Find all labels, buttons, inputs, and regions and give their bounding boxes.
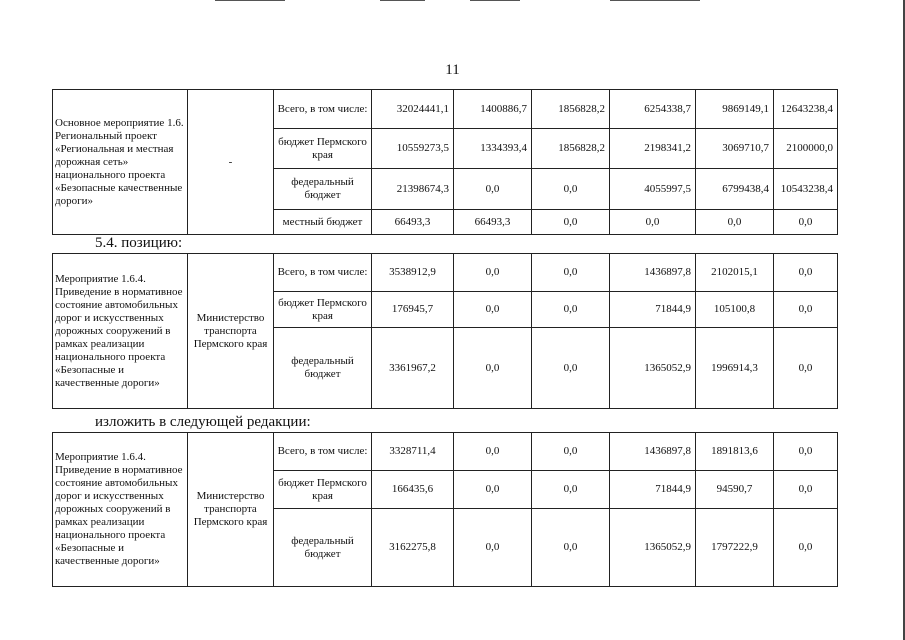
value-cell: 2102015,1 [696, 254, 774, 292]
value-cell: 0,0 [454, 328, 532, 409]
value-cell: 4055997,5 [610, 169, 696, 210]
page-number: 11 [445, 62, 460, 78]
funding-source: федеральный бюджет [274, 169, 372, 210]
value-cell: 0,0 [532, 292, 610, 328]
funding-source: бюджет Пермского края [274, 129, 372, 169]
funding-source: местный бюджет [274, 210, 372, 235]
responsible-executor: Министерство транспорта Пермского края [188, 254, 274, 409]
value-cell: 0,0 [454, 254, 532, 292]
value-cell: 3361967,2 [372, 328, 454, 409]
value-cell: 0,0 [454, 433, 532, 471]
value-cell: 2100000,0 [774, 129, 838, 169]
value-cell: 1436897,8 [610, 433, 696, 471]
value-cell: 1856828,2 [532, 129, 610, 169]
funding-source: федеральный бюджет [274, 509, 372, 587]
value-cell: 10559273,5 [372, 129, 454, 169]
top-edge-mark [470, 0, 520, 1]
funding-source: Всего, в том числе: [274, 90, 372, 129]
funding-source: Всего, в том числе: [274, 254, 372, 292]
value-cell: 1365052,9 [610, 509, 696, 587]
value-cell: 1797222,9 [696, 509, 774, 587]
value-cell: 66493,3 [372, 210, 454, 235]
value-cell: 2198341,2 [610, 129, 696, 169]
value-cell: 32024441,1 [372, 90, 454, 129]
value-cell: 9869149,1 [696, 90, 774, 129]
activity-name: Мероприятие 1.6.4. Приведение в нормативное состояние автомобильных дорог и искусственных дорожных сооружений в рамках реализации национального проекта «Безопасные и качественные дороги» [53, 433, 188, 587]
activity-name: Основное мероприятие 1.6. Региональный проект «Региональная и местная дорожная сеть» национального проекта «Безопасные качественные дороги» [53, 90, 188, 235]
value-cell: 10543238,4 [774, 169, 838, 210]
responsible-executor: Министерство транспорта Пермского края [188, 433, 274, 587]
table-new-activity [52, 432, 838, 587]
value-cell: 3162275,8 [372, 509, 454, 587]
section-heading-replace: изложить в следующей редакции: [95, 414, 311, 430]
value-cell: 1334393,4 [454, 129, 532, 169]
value-cell: 0,0 [532, 509, 610, 587]
table-row [53, 254, 838, 292]
value-cell: 3069710,7 [696, 129, 774, 169]
funding-source: федеральный бюджет [274, 328, 372, 409]
value-cell: 0,0 [454, 292, 532, 328]
value-cell: 1996914,3 [696, 328, 774, 409]
value-cell: 1856828,2 [532, 90, 610, 129]
top-edge-mark [215, 0, 285, 1]
value-cell: 0,0 [532, 210, 610, 235]
value-cell: 0,0 [610, 210, 696, 235]
value-cell: 12643238,4 [774, 90, 838, 129]
value-cell: 3538912,9 [372, 254, 454, 292]
value-cell: 0,0 [454, 169, 532, 210]
value-cell: 3328711,4 [372, 433, 454, 471]
value-cell: 0,0 [774, 292, 838, 328]
value-cell: 166435,6 [372, 471, 454, 509]
value-cell: 71844,9 [610, 471, 696, 509]
value-cell: 0,0 [696, 210, 774, 235]
value-cell: 21398674,3 [372, 169, 454, 210]
activity-name: Мероприятие 1.6.4. Приведение в нормативное состояние автомобильных дорог и искусственных дорожных сооружений в рамках реализации национального проекта «Безопасные и качественные дороги» [53, 254, 188, 409]
value-cell: 0,0 [774, 509, 838, 587]
funding-source: бюджет Пермского края [274, 292, 372, 328]
top-edge-mark [610, 0, 700, 1]
value-cell: 0,0 [774, 433, 838, 471]
value-cell: 0,0 [454, 471, 532, 509]
value-cell: 0,0 [532, 169, 610, 210]
value-cell: 0,0 [774, 210, 838, 235]
value-cell: 105100,8 [696, 292, 774, 328]
value-cell: 1365052,9 [610, 328, 696, 409]
value-cell: 1436897,8 [610, 254, 696, 292]
responsible-executor: - [188, 90, 274, 235]
section-heading-position: 5.4. позицию: [95, 235, 183, 251]
top-edge-mark [380, 0, 425, 1]
value-cell: 0,0 [532, 471, 610, 509]
value-cell: 0,0 [532, 254, 610, 292]
value-cell: 0,0 [454, 509, 532, 587]
value-cell: 1891813,6 [696, 433, 774, 471]
value-cell: 66493,3 [454, 210, 532, 235]
table-main-activity [52, 89, 838, 235]
table-old-activity [52, 253, 838, 409]
value-cell: 0,0 [774, 254, 838, 292]
value-cell: 6254338,7 [610, 90, 696, 129]
value-cell: 6799438,4 [696, 169, 774, 210]
funding-source: Всего, в том числе: [274, 433, 372, 471]
value-cell: 0,0 [532, 433, 610, 471]
value-cell: 1400886,7 [454, 90, 532, 129]
table-row [53, 90, 838, 129]
value-cell: 94590,7 [696, 471, 774, 509]
value-cell: 176945,7 [372, 292, 454, 328]
table-row [53, 433, 838, 471]
value-cell: 0,0 [532, 328, 610, 409]
value-cell: 0,0 [774, 471, 838, 509]
value-cell: 0,0 [774, 328, 838, 409]
funding-source: бюджет Пермского края [274, 471, 372, 509]
value-cell: 71844,9 [610, 292, 696, 328]
